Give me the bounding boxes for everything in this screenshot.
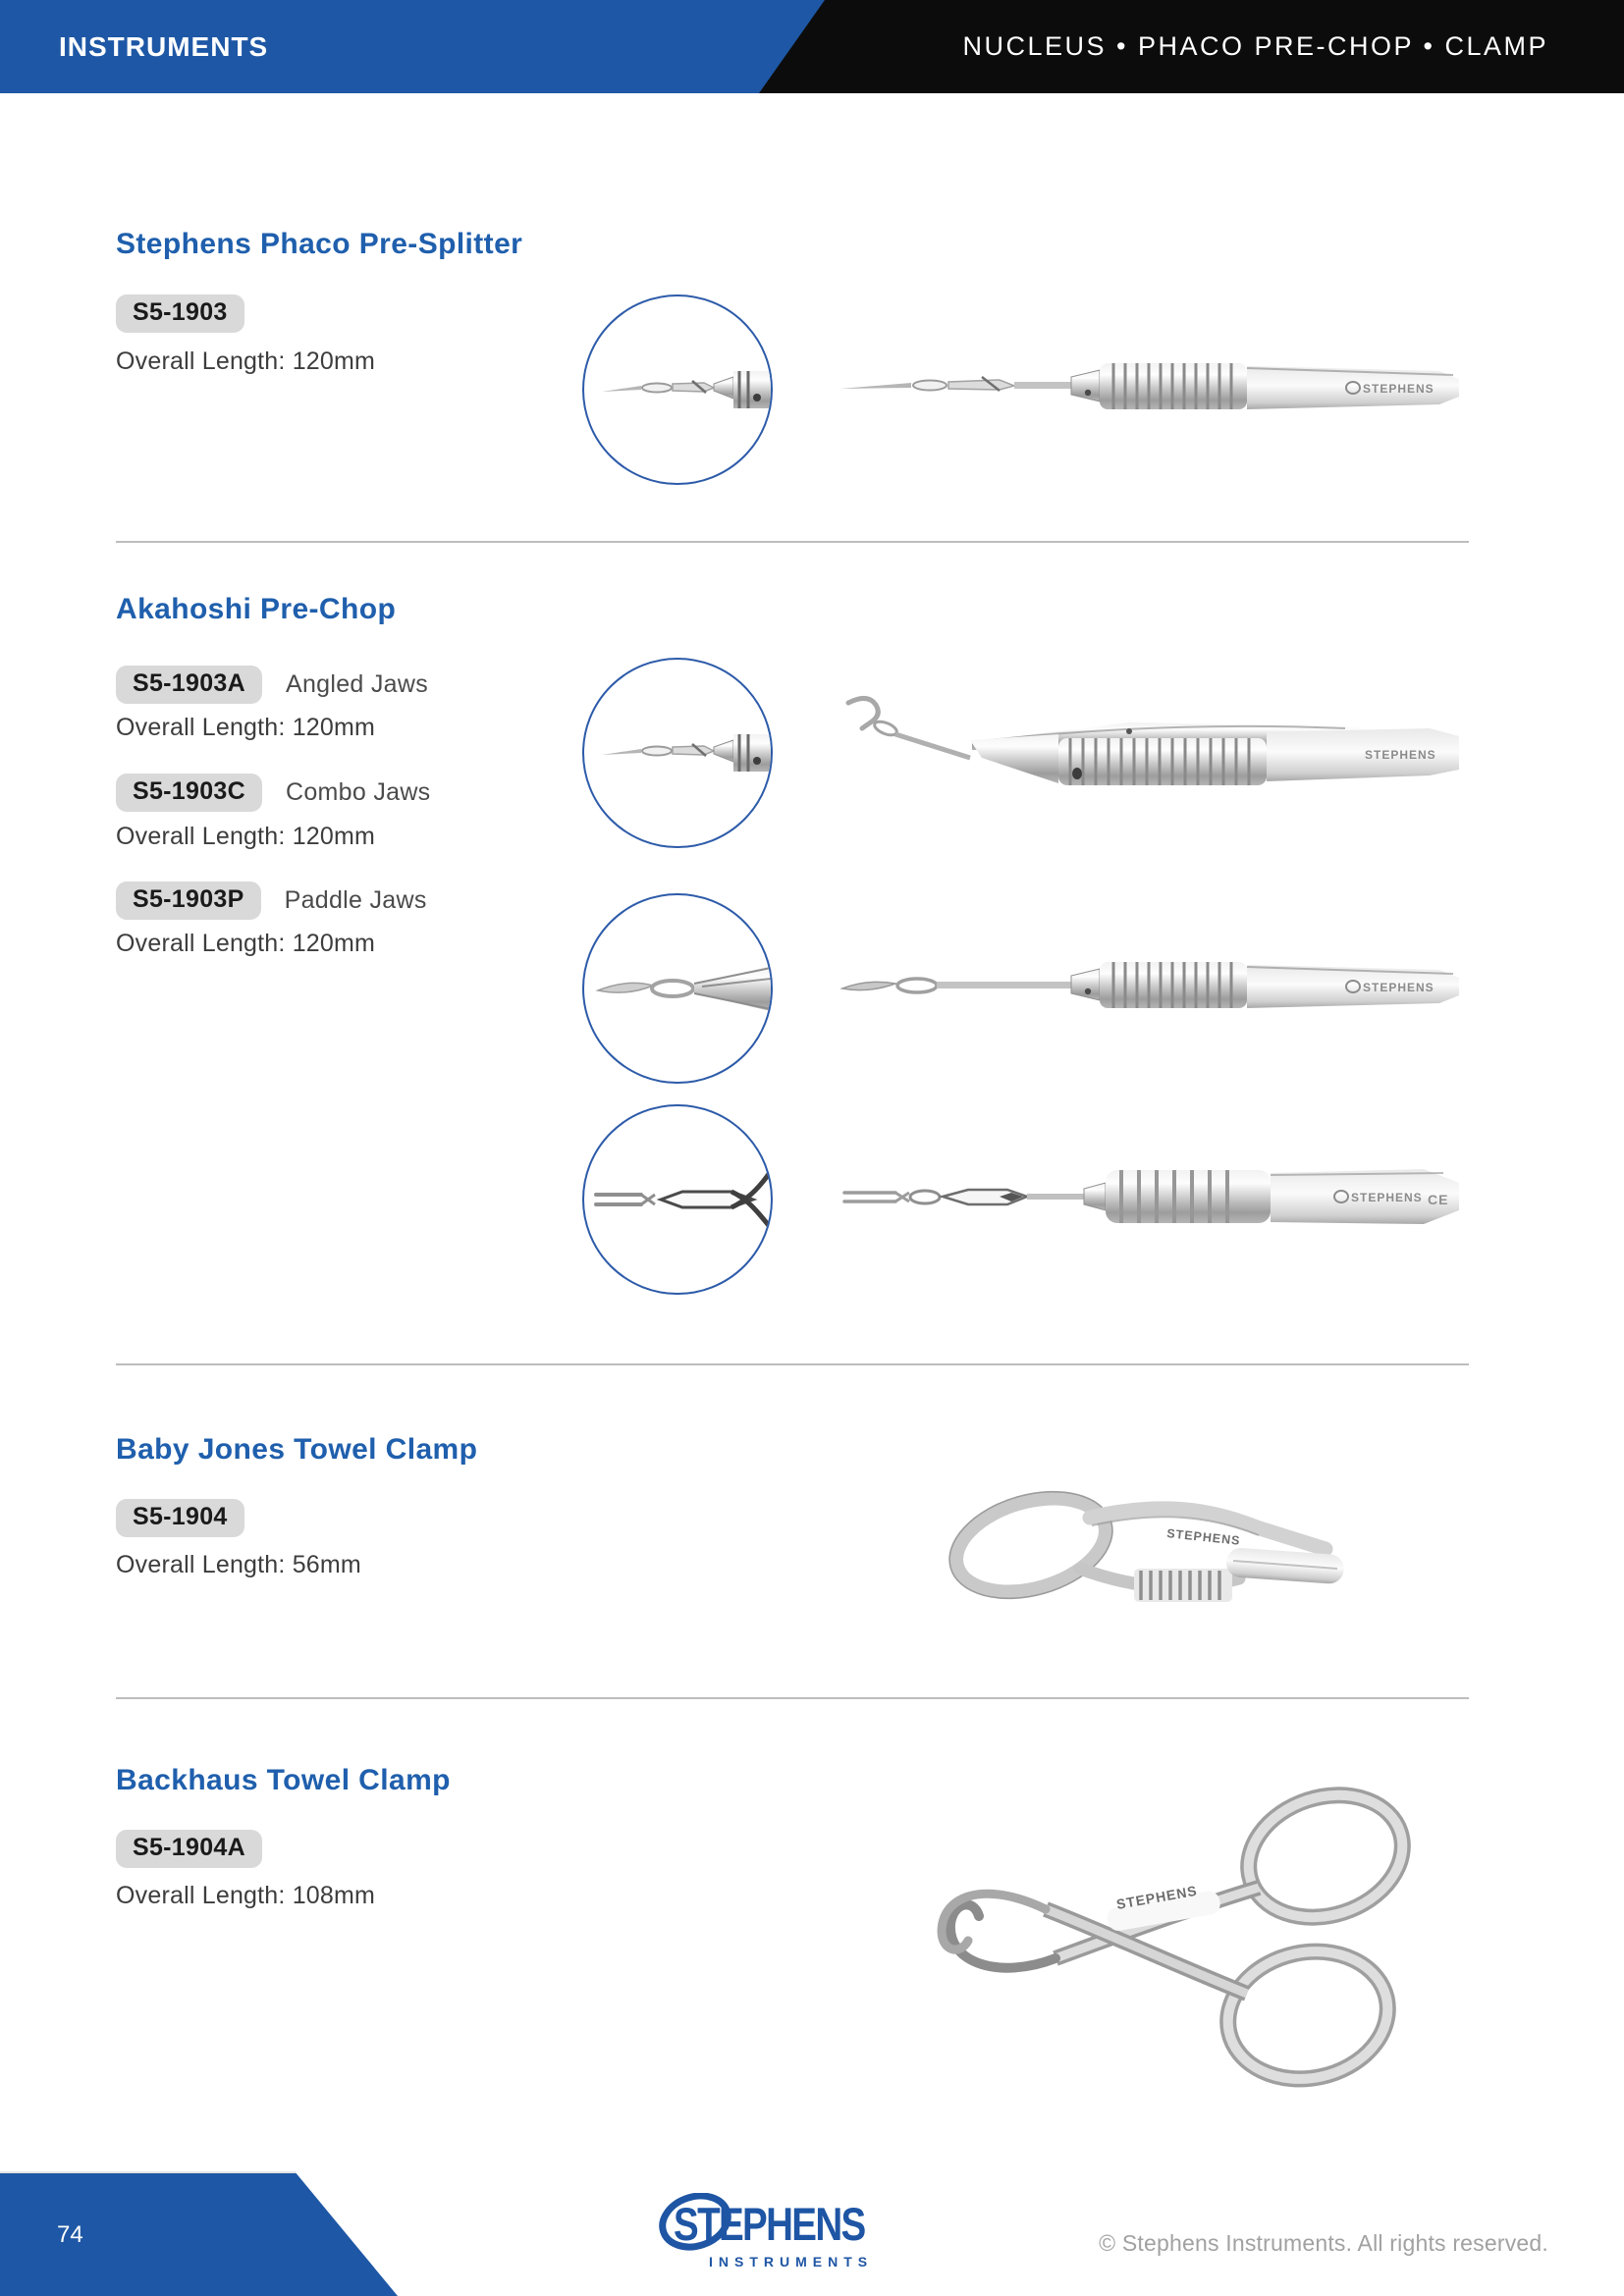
- tip-detail-circle: [582, 1104, 773, 1295]
- variant-label: Combo Jaws: [285, 778, 431, 806]
- copyright-text: © Stephens Instruments. All rights reserved.: [1099, 2230, 1548, 2256]
- instrument-backhaus-clamp: [864, 1762, 1473, 2106]
- header-subcategory-title: NUCLEUS • PHACO PRE-CHOP • CLAMP: [962, 31, 1548, 61]
- sku-badge: S5-1904: [116, 1499, 244, 1537]
- brand-engraving: STEPHENS: [1363, 981, 1435, 994]
- instrument-phaco-pre-splitter: [835, 334, 1468, 442]
- tip-detail-circle: [582, 893, 773, 1084]
- tip-detail-circle: [582, 658, 773, 848]
- instrument-baby-jones-clamp: [933, 1451, 1365, 1647]
- instrument-akahoshi-angled: [835, 677, 1468, 825]
- length-label: Overall Length: 108mm: [116, 1882, 376, 1909]
- section-divider: [116, 1363, 1469, 1365]
- brand-engraving: STEPHENS: [1351, 1191, 1423, 1204]
- tip-detail-circle: [582, 294, 773, 485]
- brand-engraving: STEPHENS: [1365, 748, 1436, 762]
- brand-engraving: STEPHENS: [1165, 1526, 1242, 1548]
- sku-badge: S5-1903A: [116, 666, 262, 704]
- logo-secondary-text: INSTRUMENTS: [709, 2254, 874, 2269]
- product-badge-row: [116, 1830, 262, 1868]
- variant-label: Angled Jaws: [285, 670, 429, 698]
- variant-label: Paddle Jaws: [284, 886, 427, 914]
- product-badge-row: [116, 294, 244, 333]
- length-label: Overall Length: 120mm: [116, 930, 376, 957]
- tip-detail-illustration: [584, 296, 771, 483]
- tip-detail-illustration: [584, 1106, 771, 1293]
- length-label: Overall Length: 120mm: [116, 823, 376, 850]
- header-category-title: INSTRUMENTS: [59, 31, 269, 62]
- section-divider: [116, 541, 1469, 543]
- instrument-akahoshi-paddle: [835, 1144, 1468, 1252]
- sku-badge: S5-1903C: [116, 774, 262, 812]
- length-label: Overall Length: 56mm: [116, 1551, 361, 1578]
- instrument-akahoshi-combo: [835, 933, 1468, 1041]
- section-title: Baby Jones Towel Clamp: [116, 1433, 478, 1466]
- product-badge-row: [116, 774, 430, 812]
- tip-detail-illustration: [584, 660, 771, 846]
- sku-badge: S5-1903P: [116, 881, 261, 920]
- length-label: Overall Length: 120mm: [116, 347, 376, 375]
- length-label: Overall Length: 120mm: [116, 714, 376, 741]
- brand-engraving: STEPHENS: [1363, 382, 1435, 396]
- sku-badge: S5-1904A: [116, 1830, 262, 1868]
- section-title: Backhaus Towel Clamp: [116, 1764, 451, 1796]
- section-title: Stephens Phaco Pre-Splitter: [116, 228, 523, 260]
- logo-wordmark-row: [668, 2195, 913, 2250]
- tip-detail-illustration: [584, 895, 771, 1082]
- sku-badge: S5-1903: [116, 294, 244, 333]
- product-badge-row: [116, 881, 427, 920]
- logo-primary-text: STEPHENS: [674, 2198, 865, 2250]
- ce-mark: CE: [1428, 1192, 1449, 1207]
- product-badge-row: [116, 666, 428, 704]
- stephens-logo: [668, 2195, 913, 2269]
- section-divider: [116, 1697, 1469, 1699]
- page-number: 74: [57, 2221, 83, 2248]
- page-header: [0, 0, 1624, 93]
- section-title: Akahoshi Pre-Chop: [116, 593, 397, 625]
- brand-engraving: STEPHENS: [1114, 1882, 1199, 1912]
- product-badge-row: [116, 1499, 244, 1537]
